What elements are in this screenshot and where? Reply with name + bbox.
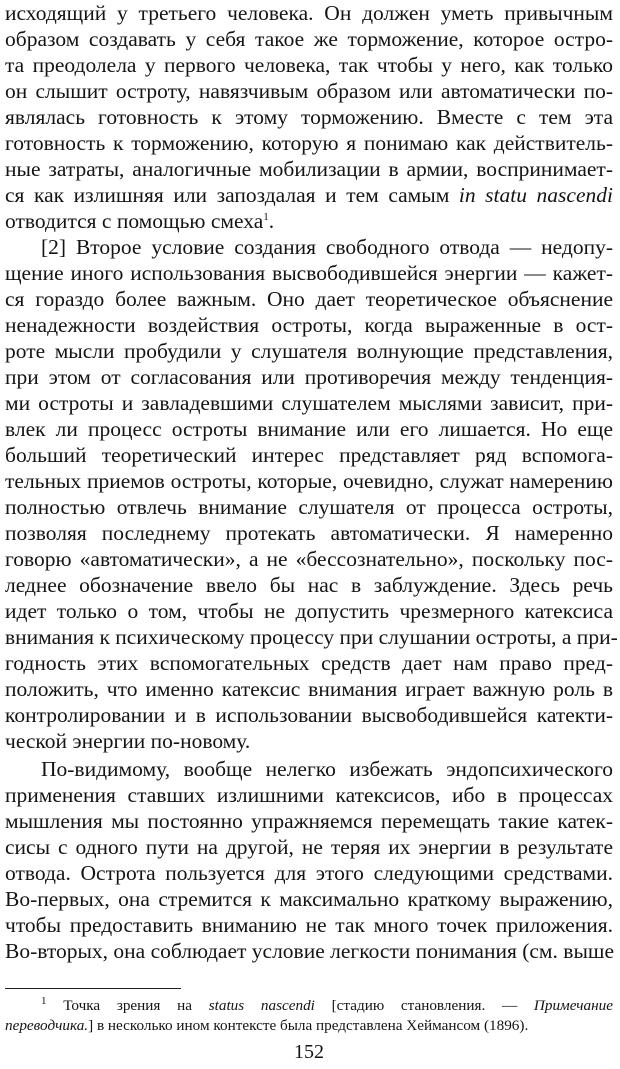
- text-line: влек ли процесс остроты внимание или его лишается. Но еще: [5, 417, 613, 441]
- text-line: отвода. Острота пользуется для этого следующими средствами.: [5, 861, 613, 885]
- text-line: По-видимому, вообще нелегко избежать эндопсихического: [41, 757, 613, 781]
- footnote-line: [5, 1016, 613, 1036]
- footnote-reference[interactable]: 1: [263, 210, 269, 223]
- text-line: он слышит остроту, навязчивым образом или автоматически по-: [5, 79, 613, 103]
- page-number: 152: [294, 1041, 324, 1063]
- footnote-text: [стадию становления. —: [314, 997, 534, 1014]
- text-line: контролировании и в использовании высвободившейся катекти-: [5, 703, 613, 727]
- text-line: ненадежности воздействия остроты, когда выраженные в ост-: [5, 313, 613, 337]
- footnote-text: ] в несколько ином контексте была представлена Хеймансом (1896).: [88, 1017, 529, 1034]
- text-line: являлась готовность к этому торможению. Вместе с тем эта: [5, 105, 613, 129]
- text-line: [5, 208, 613, 234]
- text-fragment: ся как излишняя или запоздалая и тем самым: [5, 183, 459, 207]
- text-line: готовность к торможению, которую я понимаю как действитель-: [5, 131, 613, 155]
- text-line: [2] Второе условие создания свободного отвода — недопу-: [41, 235, 613, 259]
- text-line: ми остроты и завладевшими слушателем мыслями зависит, при-: [5, 391, 613, 415]
- text-line: роте мысли пробудили у слушателя волнующие представления,: [5, 339, 613, 363]
- text-line: [5, 182, 613, 208]
- text-line: ческой энергии по-новому.: [5, 729, 251, 753]
- footnote-marker: 1: [41, 994, 47, 1007]
- text-line: чтобы предоставить вниманию не так много точек приложения.: [5, 913, 613, 937]
- period: .: [268, 209, 275, 233]
- text-line: положить, что именно катексис внимания играет важную роль в: [5, 677, 613, 701]
- footnote-divider: [5, 988, 181, 989]
- text-line: при этом от согласования или противоречия между тенденция-: [5, 365, 613, 389]
- text-line: позволяя последнему протекать автоматически. Я намеренно: [5, 521, 613, 545]
- text-line: ные затраты, аналогичные мобилизации в армии, воспринимает-: [5, 157, 613, 181]
- text-line: идет только о том, чтобы не допустить чрезмерного катексиса: [5, 599, 613, 623]
- text-line: годность этих вспомогательных средств дает нам право пред-: [5, 651, 613, 675]
- text-line: исходящий у третьего человека. Он должен уметь привычным: [5, 1, 613, 25]
- text-line: говорю «автоматически», а не «бессознательно», поскольку пос-: [5, 547, 613, 571]
- text-line: применения ставших излишними катексисов, ибо в процессах: [5, 783, 613, 807]
- text-line: Во-первых, она стремится к максимально краткому выражению,: [5, 887, 613, 911]
- text-line: Во-вторых, она соблюдает условие легкости понимания (см. выше: [5, 939, 614, 963]
- text-line: ся гораздо более важным. Оно дает теоретическое объяснение: [5, 287, 613, 311]
- translator-note: Примечание: [533, 997, 614, 1014]
- text-line: та преодолела у первого человека, так чтобы у него, как только: [5, 53, 613, 77]
- text-line: леднее обозначение ввело бы нас в заблуждение. Здесь речь: [5, 573, 613, 597]
- translator-note: переводчика.: [5, 1017, 89, 1034]
- text-line: мышления мы постоянно упражняемся перемещать такие катек-: [5, 809, 613, 833]
- latin-term: status nascendi: [208, 997, 315, 1014]
- text-line: тельных приемов остроты, которые, очевидно, служат намерению: [5, 469, 613, 493]
- text-line: больший теоретический интерес представляет ряд вспомога-: [5, 443, 613, 467]
- text-line: образом создавать у себя такое же торможение, которое остро-: [5, 27, 613, 51]
- text-line: сисы с одного пути на другой, не теряя их энергии в результате: [5, 835, 613, 859]
- text-line: щение иного использования высвободившейся энергии — кажет-: [5, 261, 613, 285]
- text-fragment: отводится с помощью смеха: [5, 209, 264, 233]
- footnote-text: Точка зрения на: [63, 997, 209, 1014]
- text-line: полностью отвлечь внимание слушателя от процесса остроты,: [5, 495, 613, 519]
- latin-term: in statu nascendi: [458, 183, 613, 207]
- text-line: внимания к психическому процессу при слушании остроты, а при-: [5, 625, 618, 649]
- footnote-line: [41, 996, 613, 1016]
